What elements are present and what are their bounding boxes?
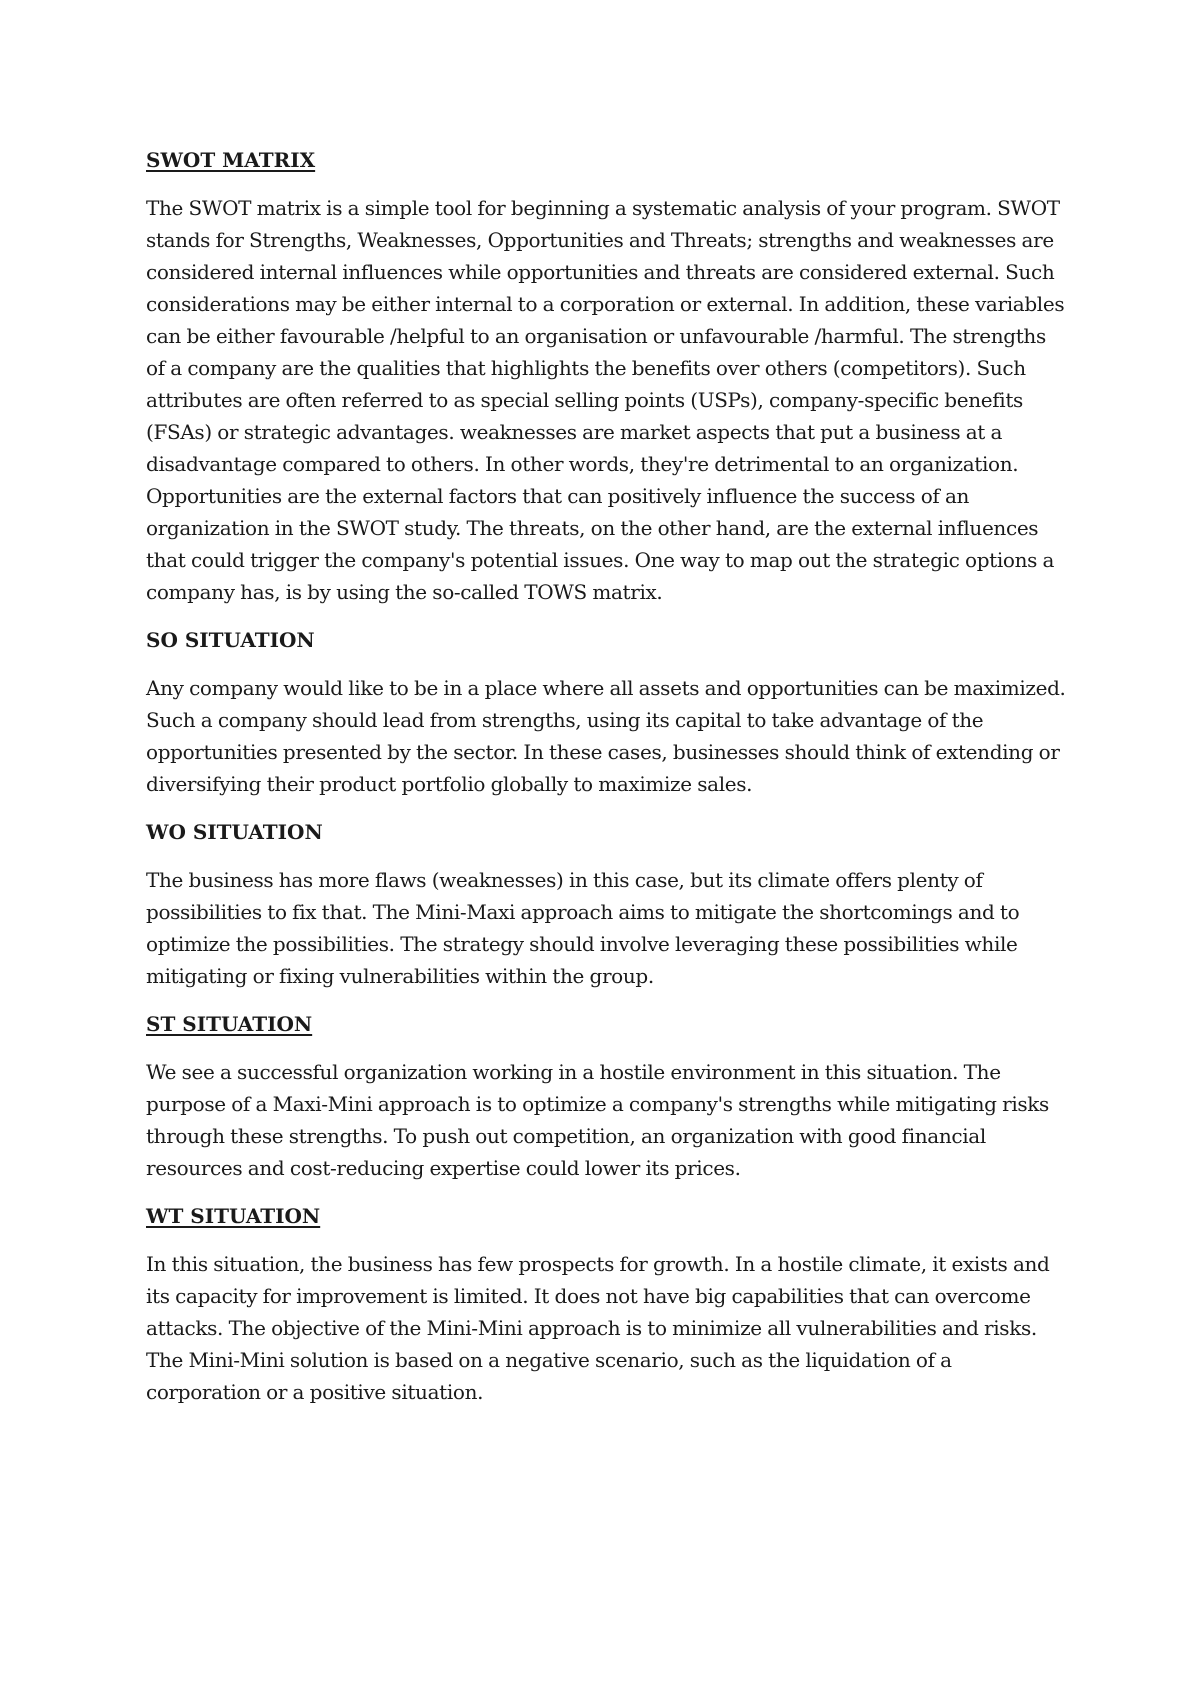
- section-paragraph: We see a successful organization working in a hostile environment in this situation. The purpose of a Maxi-Mini approach is to optimize a company's strengths while mitigating risks through these strengths. To push out competition, an organization with good financial resources and cost-reducing expertise could lower its prices.: [146, 1060, 1049, 1180]
- section-heading: ST SITUATION: [146, 1012, 313, 1036]
- section-wo-situation: [146, 816, 1066, 992]
- section-wt-situation: [146, 1200, 1066, 1408]
- section-swot-matrix: [146, 144, 1066, 608]
- section-so-situation: [146, 624, 1066, 800]
- section-paragraph: In this situation, the business has few prospects for growth. In a hostile climate, it exists and its capacity for improvement is limited. It does not have big capabilities that can overcome attacks. The objective of the Mini-Mini approach is to minimize all vulnerabilities and risks. The Mini-Mini solution is based on a negative scenario, such as the liquidation of a corporation or a positive situation.: [146, 1252, 1050, 1404]
- section-paragraph: Any company would like to be in a place where all assets and opportunities can be maximized. Such a company should lead from strengths, using its capital to take advantage of the opportunities presented by the sector. In these cases, businesses should think of extending or diversifying their product portfolio globally to maximize sales.: [146, 676, 1066, 796]
- section-heading: SO SITUATION: [146, 628, 315, 652]
- section-heading: WT SITUATION: [146, 1204, 321, 1228]
- section-heading: WO SITUATION: [146, 820, 323, 844]
- section-paragraph: The business has more flaws (weaknesses) in this case, but its climate offers plenty of possibilities to fix that. The Mini-Maxi approach aims to mitigate the shortcomings and to optimize the possibilities. The strategy should involve leveraging these possibilities while mitigating or fixing vulnerabilities within the group.: [146, 868, 1020, 988]
- document-body: [146, 144, 1066, 1424]
- section-paragraph: The SWOT matrix is a simple tool for beginning a systematic analysis of your program. SWOT stands for Strengths, Weaknesses, Opportunities and Threats; strengths and weaknesses are considered internal influences while opportunities and threats are considered external. Such considerations may be either internal to a corporation or external. In addition, these variables can be either favourable /helpful to an organisation or unfavourable /harmful. The strengths of a company are the qualities that highlights the benefits over others (competitors). Such attributes are often referred to as special selling points (USPs), company-specific benefits (FSAs) or strategic advantages. weaknesses are market aspects that put a business at a disadvantage compared to others. In other words, they're detrimental to an organization. Opportunities are the external factors that can positively influence the success of an organization in the SWOT study. The threats, on the other hand, are the external influences that could trigger the company's potential issues. One way to map out the strategic options a company has, is by using the so-called TOWS matrix.: [146, 196, 1065, 604]
- section-heading: SWOT MATRIX: [146, 148, 316, 172]
- section-st-situation: [146, 1008, 1066, 1184]
